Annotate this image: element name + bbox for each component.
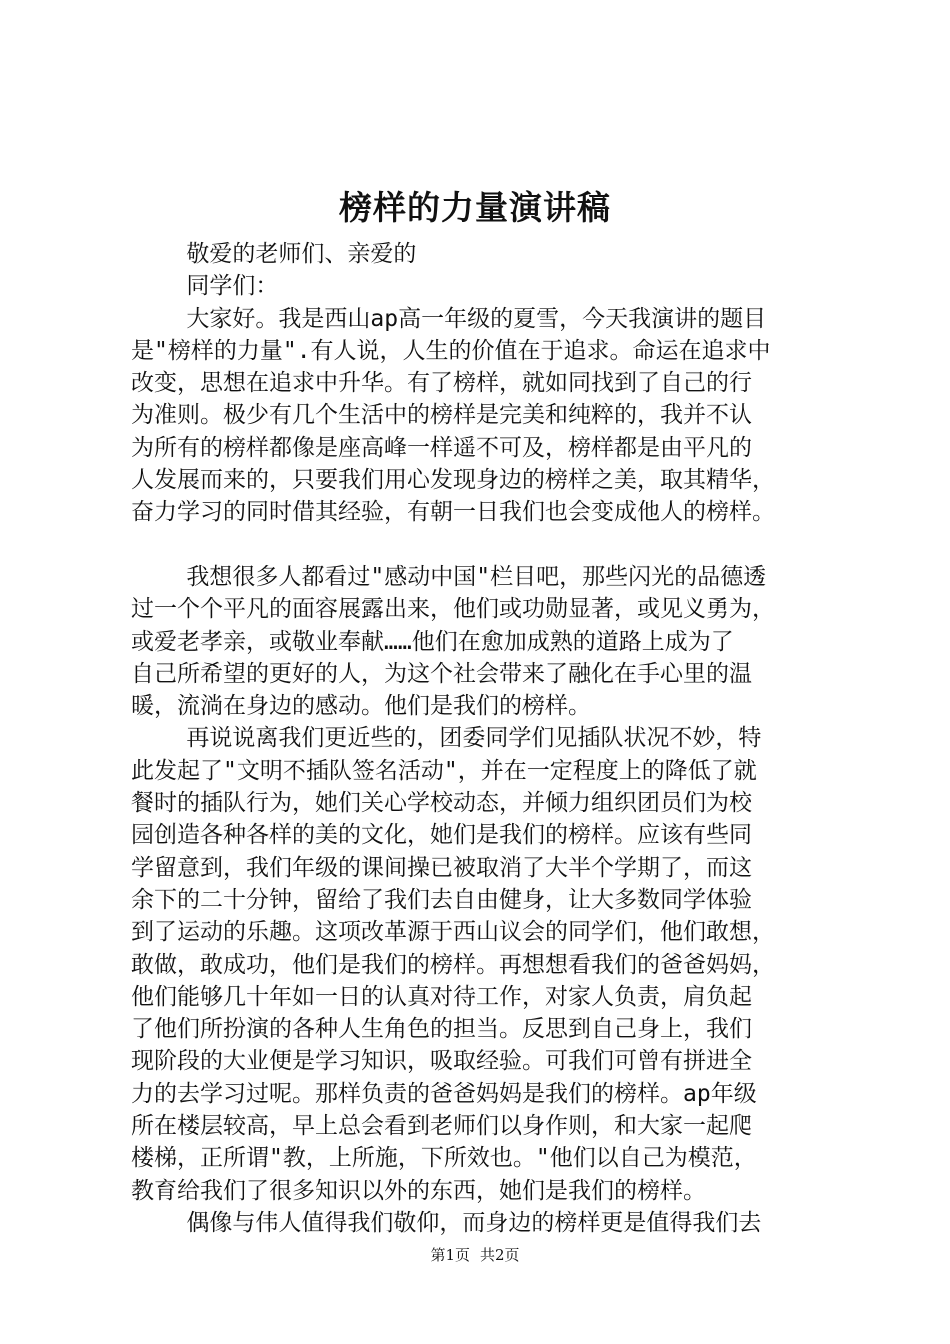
body-line: 过一个个平凡的面容展露出来，他们或功勋显著，或见义勇为， bbox=[131, 596, 775, 623]
body-line: 人发展而来的，只要我们用心发现身边的榜样之美，取其精华， bbox=[131, 467, 775, 494]
body-line: 改变，思想在追求中升华。有了榜样，就如同找到了自己的行 bbox=[131, 370, 752, 397]
body-line: 现阶段的大业便是学习知识，吸取经验。可我们可曾有拼进全 bbox=[131, 1048, 752, 1075]
page-footer bbox=[0, 1244, 950, 1266]
body-line: 是"榜样的力量".有人说，人生的价值在于追求。命运在追求中 bbox=[131, 337, 771, 364]
body-line: 楼梯，正所谓"教，上所施，下所效也。"他们以自己为模范， bbox=[131, 1145, 757, 1172]
body-line: 教育给我们了很多知识以外的东西，她们是我们的榜样。 bbox=[131, 1177, 706, 1204]
body-line: 同学们： bbox=[131, 273, 279, 300]
body-line: 大家好。我是西山ap高一年级的夏雪，今天我演讲的题目 bbox=[131, 305, 767, 332]
body-line: 偶像与伟人值得我们敬仰，而身边的榜样更是值得我们去 bbox=[131, 1209, 762, 1236]
document-title: 榜样的力量演讲稿 bbox=[339, 188, 611, 227]
body-line: 到了运动的乐趣。这项改革源于西山议会的同学们，他们敢想， bbox=[131, 919, 775, 946]
body-line: 力的去学习过呢。那样负责的爸爸妈妈是我们的榜样。ap年级 bbox=[131, 1080, 757, 1107]
body-line: 奋力学习的同时借其经验，有朝一日我们也会变成他人的榜样。 bbox=[131, 499, 775, 526]
body-line: 为所有的榜样都像是座高峰一样遥不可及，榜样都是由平凡的 bbox=[131, 434, 752, 461]
document-body bbox=[131, 238, 831, 1239]
body-line: 他们能够几十年如一日的认真对待工作，对家人负责，肩负起 bbox=[131, 983, 752, 1010]
body-line: 了他们所扮演的各种人生角色的担当。反思到自己身上，我们 bbox=[131, 1016, 752, 1043]
body-line: 或爱老孝亲，或敬业奉献……他们在愈加成熟的道路上成为了 bbox=[131, 628, 734, 655]
body-line: 再说说离我们更近些的，团委同学们见插队状况不妙，特 bbox=[131, 725, 762, 752]
body-line: 自己所希望的更好的人，为这个社会带来了融化在手心里的温 bbox=[131, 660, 752, 687]
body-line: 余下的二十分钟，留给了我们去自由健身，让大多数同学体验 bbox=[131, 886, 752, 913]
body-line: 所在楼层较高，早上总会看到老师们以身作则，和大家一起爬 bbox=[131, 1113, 752, 1140]
page-total: 共2页 bbox=[480, 1246, 520, 1264]
body-line: 我想很多人都看过"感动中国"栏目吧，那些闪光的品德透 bbox=[131, 563, 767, 590]
blank-line bbox=[131, 529, 831, 561]
body-line: 学留意到，我们年级的课间操已被取消了大半个学期了，而这 bbox=[131, 854, 752, 881]
page-number: 第1页 bbox=[430, 1246, 470, 1264]
body-line: 此发起了"文明不插队签名活动"，并在一定程度上的降低了就 bbox=[131, 757, 757, 784]
body-line: 为准则。极少有几个生活中的榜样是完美和纯粹的，我并不认 bbox=[131, 402, 752, 429]
body-line: 敢做，敢成功，他们是我们的榜样。再想想看我们的爸爸妈妈， bbox=[131, 951, 775, 978]
body-line: 园创造各种各样的美的文化，她们是我们的榜样。应该有些同 bbox=[131, 822, 752, 849]
body-line: 餐时的插队行为，她们关心学校动态，并倾力组织团员们为校 bbox=[131, 790, 752, 817]
body-line: 敬爱的老师们、亲爱的 bbox=[131, 241, 417, 267]
body-line: 暖，流淌在身边的感动。他们是我们的榜样。 bbox=[131, 693, 591, 720]
